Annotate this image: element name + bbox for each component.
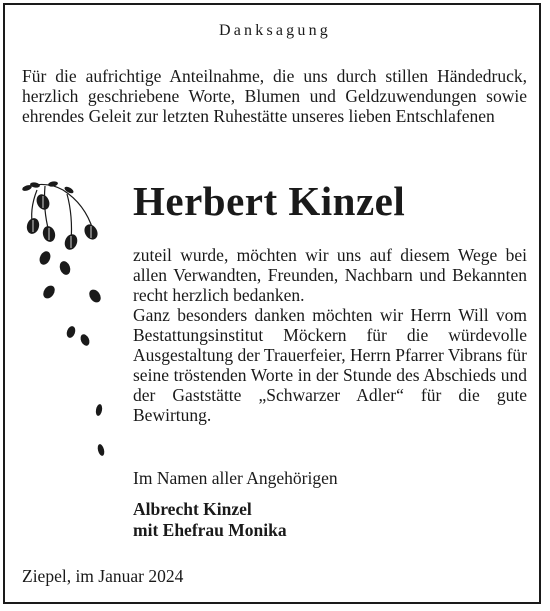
body-paragraph-1: zuteil wurde, möchten wir uns auf diesem Wege bei allen Verwandten, Freunden, Nachbarn und Bekannten recht herzlich bedanken. [133, 245, 527, 305]
signer-spouse: mit Ehefrau Monika [133, 520, 287, 540]
falling-leaves-icon [15, 180, 115, 470]
body-paragraph-2: Ganz besonders danken möchten wir Herrn Will vom Bestattungsinstitut Möckern für die würdevolle Ausgestaltung der Trauerfeier, Herrn Pfarrer Vibrans für seine tröstenden Worte in der Stunde des Abschieds und der Gaststätte „Schwarzer Adler“ für die gute Bewirtung. [133, 305, 527, 425]
notice-heading: Danksagung [219, 22, 331, 39]
place-date: Ziepel, im Januar 2024 [22, 566, 184, 586]
main-text [133, 245, 527, 425]
deceased-name: Herbert Kinzel [133, 178, 406, 224]
closing-line: Im Namen aller Angehörigen [133, 468, 338, 488]
intro-paragraph: Für die aufrichtige Anteilnahme, die uns durch stillen Händedruck, herzlich geschriebene Worte, Blumen und Geldzuwendungen sowie ehrendes Geleit zur letzten Ruhestätte unseres lieben Entschlafenen [22, 66, 527, 126]
signer-name: Albrecht Kinzel [133, 499, 252, 519]
intro-text [22, 66, 527, 126]
signers-block [133, 499, 287, 541]
